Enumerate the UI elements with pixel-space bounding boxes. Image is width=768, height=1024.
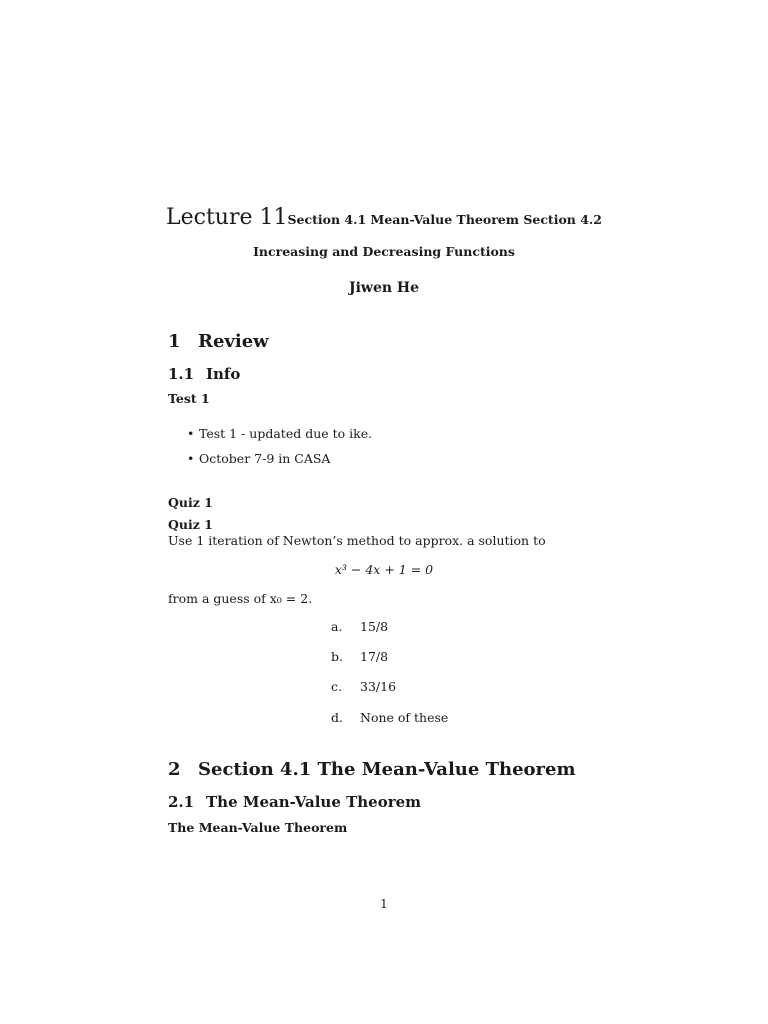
section-2-heading (168, 759, 576, 780)
title-rest: Section 4.1 Mean-Value Theorem Section 4.2 (287, 212, 602, 227)
option-letter: c. (331, 679, 342, 694)
list-item-text: Test 1 - updated due to ike. (199, 426, 373, 441)
section-number: 2 (168, 759, 181, 780)
document-subtitle: Increasing and Decreasing Functions (253, 244, 515, 259)
mvt-heading: The Mean-Value Theorem (168, 820, 348, 835)
list-item (187, 426, 372, 441)
section-number: 1 (168, 331, 181, 352)
bullet-icon: • (187, 426, 195, 441)
author: Jiwen He (348, 280, 420, 296)
option-letter: b. (331, 649, 343, 664)
option-letter: d. (331, 710, 343, 725)
title-main: Lecture 11 (166, 205, 288, 230)
subsection-2-1-heading (168, 793, 421, 811)
equation-text: x³ − 4x + 1 = 0 (334, 562, 434, 577)
section-title: Section 4.1 The Mean-Value Theorem (198, 759, 576, 780)
section-1-heading (168, 331, 269, 352)
document-title (0, 205, 768, 230)
quiz1-subheading: Quiz 1 (168, 517, 213, 532)
option-letter: a. (331, 619, 343, 634)
quiz1-guess: from a guess of x₀ = 2. (168, 591, 313, 606)
list-item (187, 451, 330, 466)
bullet-icon: • (187, 451, 195, 466)
subsection-title: The Mean-Value Theorem (206, 793, 422, 811)
subsection-title: Info (206, 365, 241, 383)
subsection-number: 1.1 (168, 365, 195, 383)
test1-heading: Test 1 (168, 391, 210, 406)
option-value: None of these (360, 710, 449, 725)
quiz1-prompt: Use 1 iteration of Newton’s method to approx. a solution to (168, 533, 546, 548)
quiz1-heading: Quiz 1 (168, 495, 213, 510)
subsection-number: 2.1 (168, 793, 195, 811)
list-item-text: October 7-9 in CASA (199, 451, 331, 466)
page-number: 1 (380, 897, 388, 911)
option-value: 15/8 (360, 619, 389, 634)
section-title: Review (198, 331, 269, 352)
subsection-1-1-heading (168, 365, 240, 383)
quiz1-equation (0, 562, 768, 577)
option-value: 33/16 (360, 679, 397, 694)
option-value: 17/8 (360, 649, 389, 664)
